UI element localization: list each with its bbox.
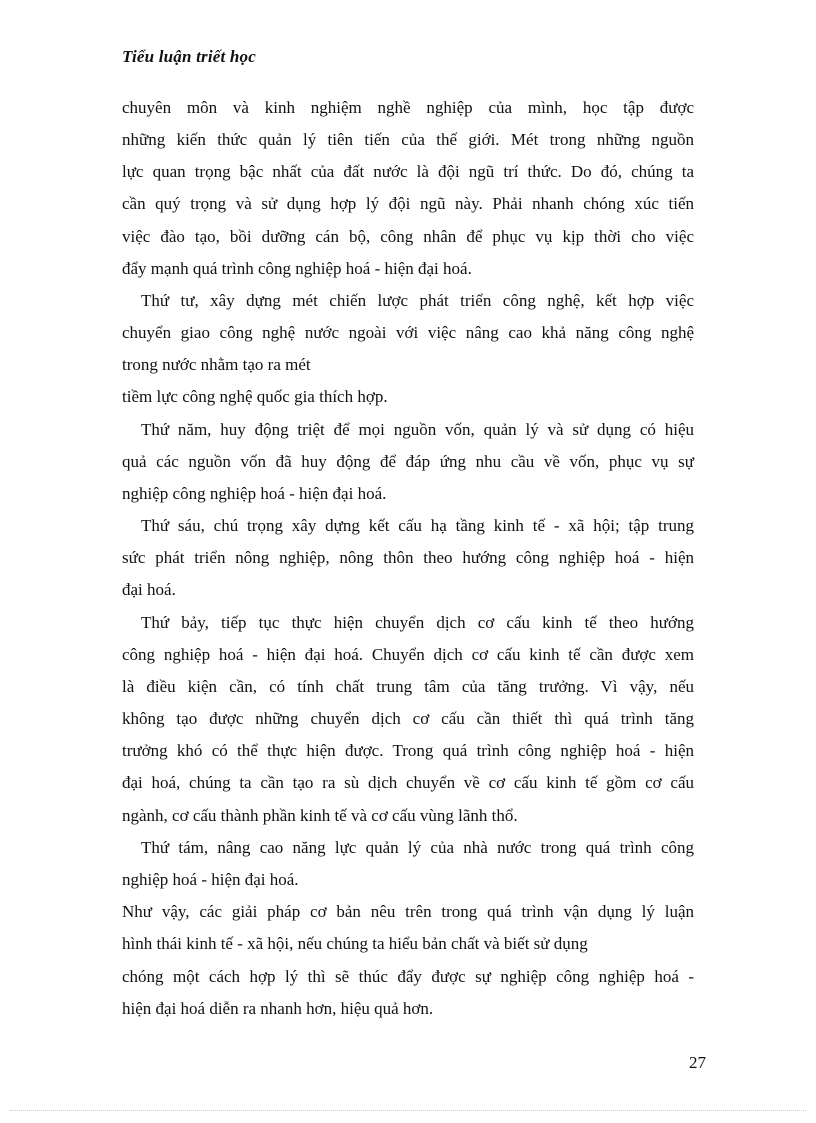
- text-line: chuyên môn và kinh nghiệm nghề nghiệp của mình, học tập được: [122, 98, 694, 117]
- text-line: Như vậy, các giải pháp cơ bản nêu trên trong quá trình vận dụng lý luận: [122, 902, 694, 921]
- text-line: hiện đại hoá diễn ra nhanh hơn, hiệu quả hơn.: [122, 999, 434, 1018]
- text-line: công nghiệp hoá - hiện đại hoá. Chuyển dịch cơ cấu kinh tế cần được xem: [122, 645, 694, 664]
- page-number: 27: [689, 1053, 706, 1072]
- text-line: Thứ bảy, tiếp tục thực hiện chuyển dịch cơ cấu kinh tế theo hướng: [141, 613, 694, 632]
- text-line: không tạo được những chuyển dịch cơ cấu cần thiết thì quá trình tăng: [122, 709, 694, 728]
- text-line: sức phát triển nông nghiệp, nông thôn theo hướng công nghiệp hoá - hiện: [122, 548, 694, 567]
- text-line: đẩy mạnh quá trình công nghiệp hoá - hiện đại hoá.: [122, 259, 472, 278]
- text-line: ngành, cơ cấu thành phần kinh tế và cơ cấu vùng lãnh thổ.: [122, 806, 518, 825]
- text-line: trưởng khó có thể thực hiện được. Trong quá trình công nghiệp hoá - hiện: [122, 741, 694, 760]
- text-line: đại hoá.: [122, 580, 176, 599]
- text-line: lực quan trọng bậc nhất của đất nước là đội ngũ trí thức. Do đó, chúng ta: [122, 162, 694, 181]
- text-line: trong nước nhằm tạo ra mét: [122, 355, 311, 374]
- text-line: nghiệp công nghiệp hoá - hiện đại hoá.: [122, 484, 387, 503]
- text-line: hình thái kinh tế - xã hội, nếu chúng ta hiểu bản chất và biết sử dụng: [122, 934, 588, 953]
- text-line: quả các nguồn vốn đã huy động để đáp ứng nhu cầu về vốn, phục vụ sự: [122, 452, 694, 471]
- text-line: chuyển giao công nghệ nước ngoài với việc nâng cao khả năng công nghệ: [122, 323, 694, 342]
- text-line: là điều kiện cần, có tính chất trung tâm của tăng trưởng. Vì vậy, nếu: [122, 677, 694, 696]
- text-line: những kiến thức quản lý tiên tiến của thế giới. Mét trong những nguồn: [122, 130, 694, 149]
- page-header-title: Tiểu luận triết học: [122, 47, 256, 66]
- text-line: việc đào tạo, bồi dưỡng cán bộ, công nhân để phục vụ kịp thời cho việc: [122, 227, 694, 246]
- text-line: Thứ tư, xây dựng mét chiến lược phát triển công nghệ, kết hợp việc: [141, 291, 694, 310]
- text-line: cần quý trọng và sử dụng hợp lý đội ngũ này. Phải nhanh chóng xúc tiến: [122, 194, 694, 213]
- text-line: chóng một cách hợp lý thì sẽ thúc đẩy được sự nghiệp công nghiệp hoá -: [122, 967, 694, 986]
- text-line: tiềm lực công nghệ quốc gia thích hợp.: [122, 387, 388, 406]
- text-line: nghiệp hoá - hiện đại hoá.: [122, 870, 299, 889]
- text-line: Thứ năm, huy động triệt để mọi nguồn vốn, quản lý và sử dụng có hiệu: [141, 420, 694, 439]
- text-line: Thứ tám, nâng cao năng lực quản lý của nhà nước trong quá trình công: [141, 838, 694, 857]
- page-bottom-divider: [10, 1110, 806, 1111]
- text-line: Thứ sáu, chú trọng xây dựng kết cấu hạ tầng kinh tế - xã hội; tập trung: [141, 516, 694, 535]
- text-line: đại hoá, chúng ta cần tạo ra sù dịch chuyển về cơ cấu kinh tế gồm cơ cấu: [122, 773, 694, 792]
